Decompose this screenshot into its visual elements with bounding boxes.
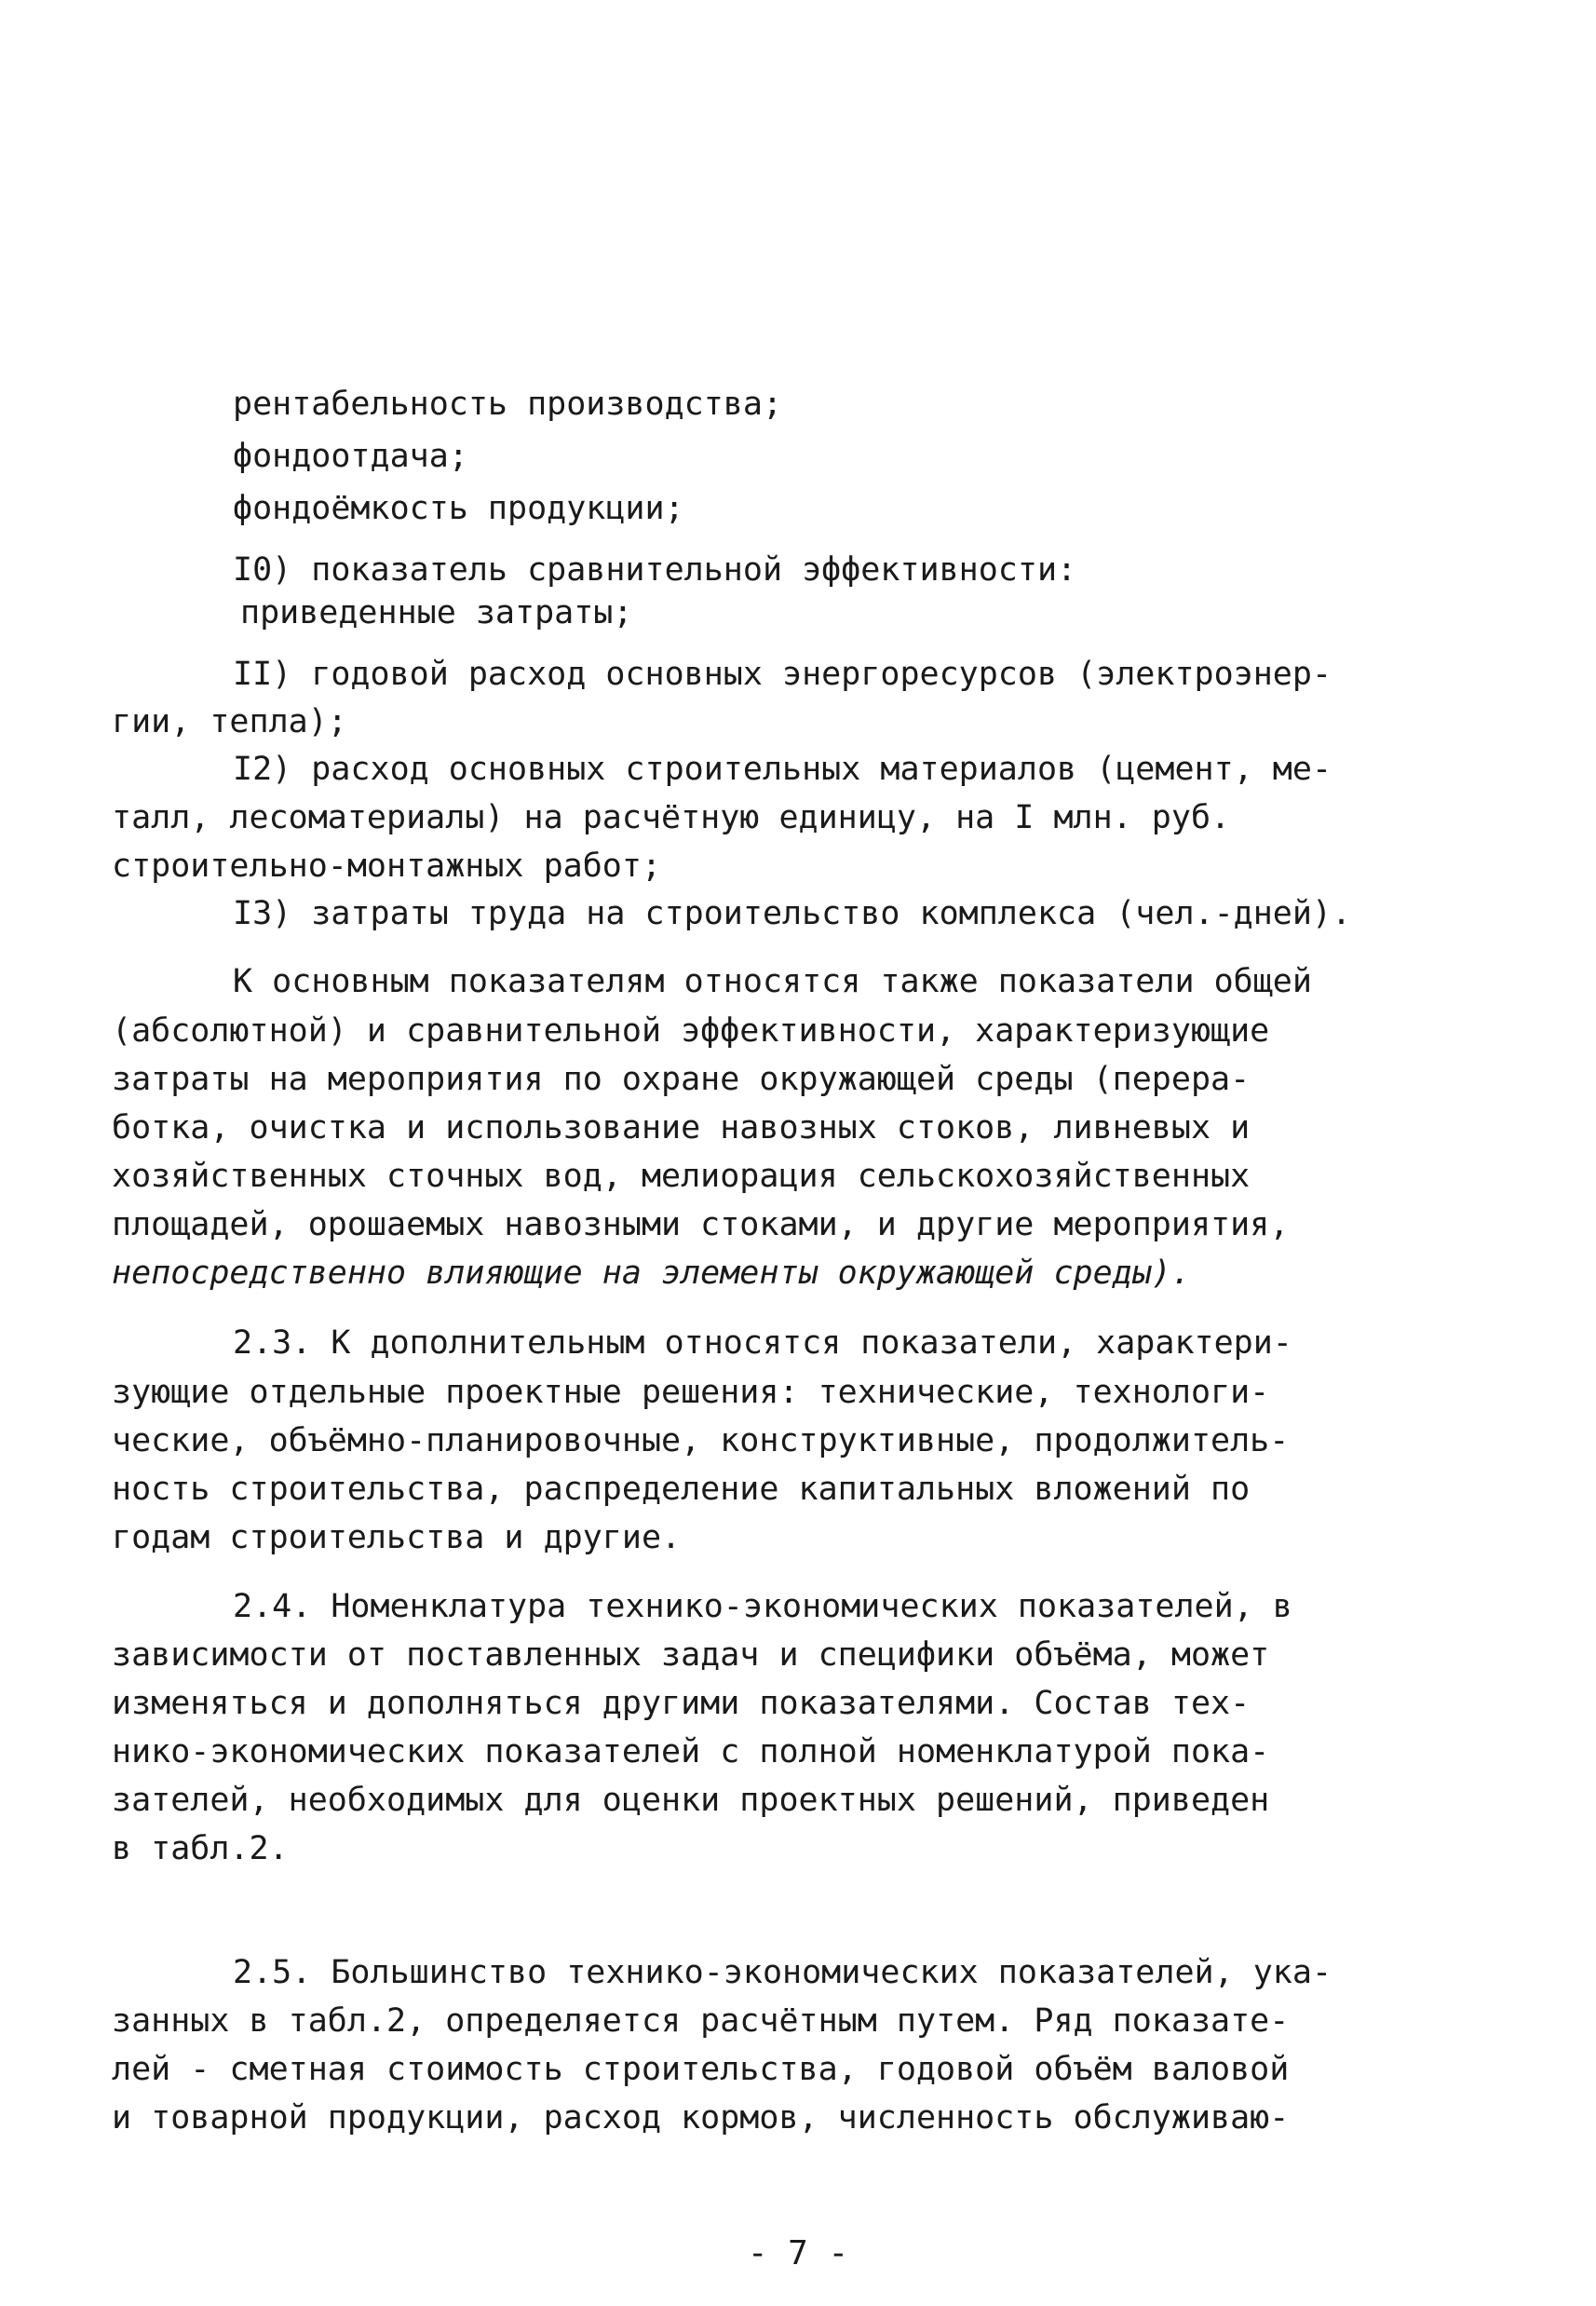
text-line: I3) затраты труда на строительство комплекса (чел.-дней). xyxy=(233,895,1352,932)
text-line: I2) расход основных строительных материалов (цемент, ме- xyxy=(233,751,1332,788)
text-line: (абсолютной) и сравнительной эффективности, характеризующие xyxy=(112,1012,1270,1050)
page-number: - 7 - xyxy=(747,2234,849,2272)
text-line: зателей, необходимых для оценки проектных решений, приведен xyxy=(112,1782,1270,1819)
text-line: зависимости от поставленных задач и специфики объёма, может xyxy=(112,1636,1270,1674)
text-line: площадей, орошаемых навозными стоками, и другие мероприятия, xyxy=(112,1206,1290,1243)
text-line: занных в табл.2, определяется расчётным путем. Ряд показате- xyxy=(112,2002,1290,2040)
text-line: ботка, очистка и использование навозных стоков, ливневых и xyxy=(112,1109,1251,1146)
text-line: К основным показателям относятся также показатели общей xyxy=(233,963,1312,1000)
text-line: зующие отдельные проектные решения: технические, технологи- xyxy=(112,1374,1270,1411)
text-line: нико-экономических показателей с полной номенклатурой пока- xyxy=(112,1733,1270,1770)
text-line: 2.3. К дополнительным относятся показатели, характери- xyxy=(233,1324,1292,1362)
text-line: в табл.2. xyxy=(112,1830,289,1867)
text-line: фондоёмкость продукции; xyxy=(233,490,684,527)
text-line: непосредственно влияющие на элементы окружающей среды). xyxy=(112,1255,1191,1292)
text-line: лей - сметная стоимость строительства, годовой объём валовой xyxy=(112,2051,1290,2088)
text-line: приведенные затраты; xyxy=(240,594,633,631)
text-line: II) годовой расход основных энергоресурсов (электроэнер- xyxy=(233,656,1332,693)
text-line: годам строительства и другие. xyxy=(112,1519,682,1556)
text-line: ческие, объёмно-планировочные, конструктивные, продолжитель- xyxy=(112,1422,1290,1459)
text-line: и товарной продукции, расход кормов, численность обслуживаю- xyxy=(112,2099,1290,2136)
text-line: 2.5. Большинство технико-экономических показателей, ука- xyxy=(233,1954,1332,1991)
text-line: изменяться и дополняться другими показателями. Состав тех- xyxy=(112,1685,1251,1722)
text-line: строительно-монтажных работ; xyxy=(112,848,662,885)
text-line: гии, тепла); xyxy=(112,703,347,740)
text-line: хозяйственных сточных вод, мелиорация сельскохозяйственных xyxy=(112,1158,1251,1195)
text-line: 2.4. Номенклатура технико-экономических показателей, в xyxy=(233,1588,1292,1625)
text-line: фондоотдача; xyxy=(233,438,468,475)
text-line: талл, лесоматериалы) на расчётную единицу, на I млн. руб. xyxy=(112,799,1231,836)
text-line: I0) показатель сравнительной эффективности: xyxy=(233,551,1077,589)
text-line: ность строительства, распределение капитальных вложений по xyxy=(112,1471,1251,1508)
text-line: затраты на мероприятия по охране окружающей среды (перера- xyxy=(112,1061,1251,1098)
text-line: рентабельность производства; xyxy=(233,386,783,423)
